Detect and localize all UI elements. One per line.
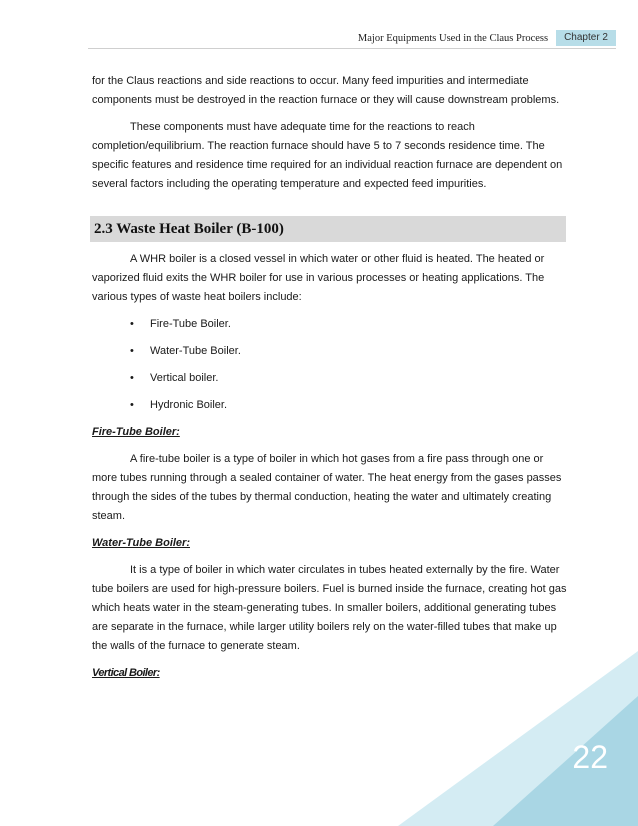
list-item-label: Fire-Tube Boiler. [150,318,231,330]
paragraph-continuation: for the Claus reactions and side reactions to occur. Many feed impurities and intermediate components must be destroyed in the reaction furnace or they will cause downstream problems. [92,75,560,106]
fire-tube-heading: Fire-Tube Boiler: [92,426,180,438]
list-item-label: Water-Tube Boiler. [150,345,241,357]
list-item [92,396,570,414]
boiler-types-list [92,315,570,414]
page-number: 22 [572,739,608,775]
list-item [92,369,570,387]
paragraph-residence-time: These components must have adequate time for the reactions to reach completion/equilibrium. The reaction furnace should have 5 to 7 seconds residence time. The specific features and residence time required for an individual reaction furnace are dependent on several factors including the operating temperature and expected feed impurities. [92,121,563,190]
chapter-badge: Chapter 2 [556,30,616,46]
page-header [358,30,616,46]
bullet-icon: • [130,318,134,330]
vertical-boiler-heading: Vertical Boiler: [92,667,160,679]
paragraph-water-tube: It is a type of boiler in which water circulates in tubes heated externally by the fire. Water tube boilers are used for high-pressure boilers. Fuel is burned inside the furnace, creating hot gas which heats water in the steam-generating tubes. In smaller boilers, additional generating tubes are separate in the furnace, while larger utility boilers rely on the water-filled tubes that make up the walls of the furnace to generate steam. [92,564,567,652]
page-body [92,72,570,691]
section-heading: 2.3 Waste Heat Boiler (B-100) [90,216,566,242]
bullet-icon: • [130,345,134,357]
list-item [92,315,570,333]
header-divider [88,48,616,49]
bullet-icon: • [130,399,134,411]
water-tube-heading: Water-Tube Boiler: [92,537,190,549]
paragraph-fire-tube: A fire-tube boiler is a type of boiler in which hot gases from a fire pass through one or more tubes running through a sealed container of water. The heat energy from the gases passes through the sides of the tubes by thermal conduction, heating the water and ultimately creating steam. [92,453,562,522]
paragraph-whr-intro: A WHR boiler is a closed vessel in which water or other fluid is heated. The heated or vaporized fluid exits the WHR boiler for use in various processes or heating applications. The various types of waste heat boilers include: [92,253,545,303]
header-title: Major Equipments Used in the Claus Process [357,32,549,44]
list-item [92,342,570,360]
bullet-icon: • [130,372,134,384]
list-item-label: Hydronic Boiler. [150,399,228,411]
list-item-label: Vertical boiler. [150,372,219,384]
